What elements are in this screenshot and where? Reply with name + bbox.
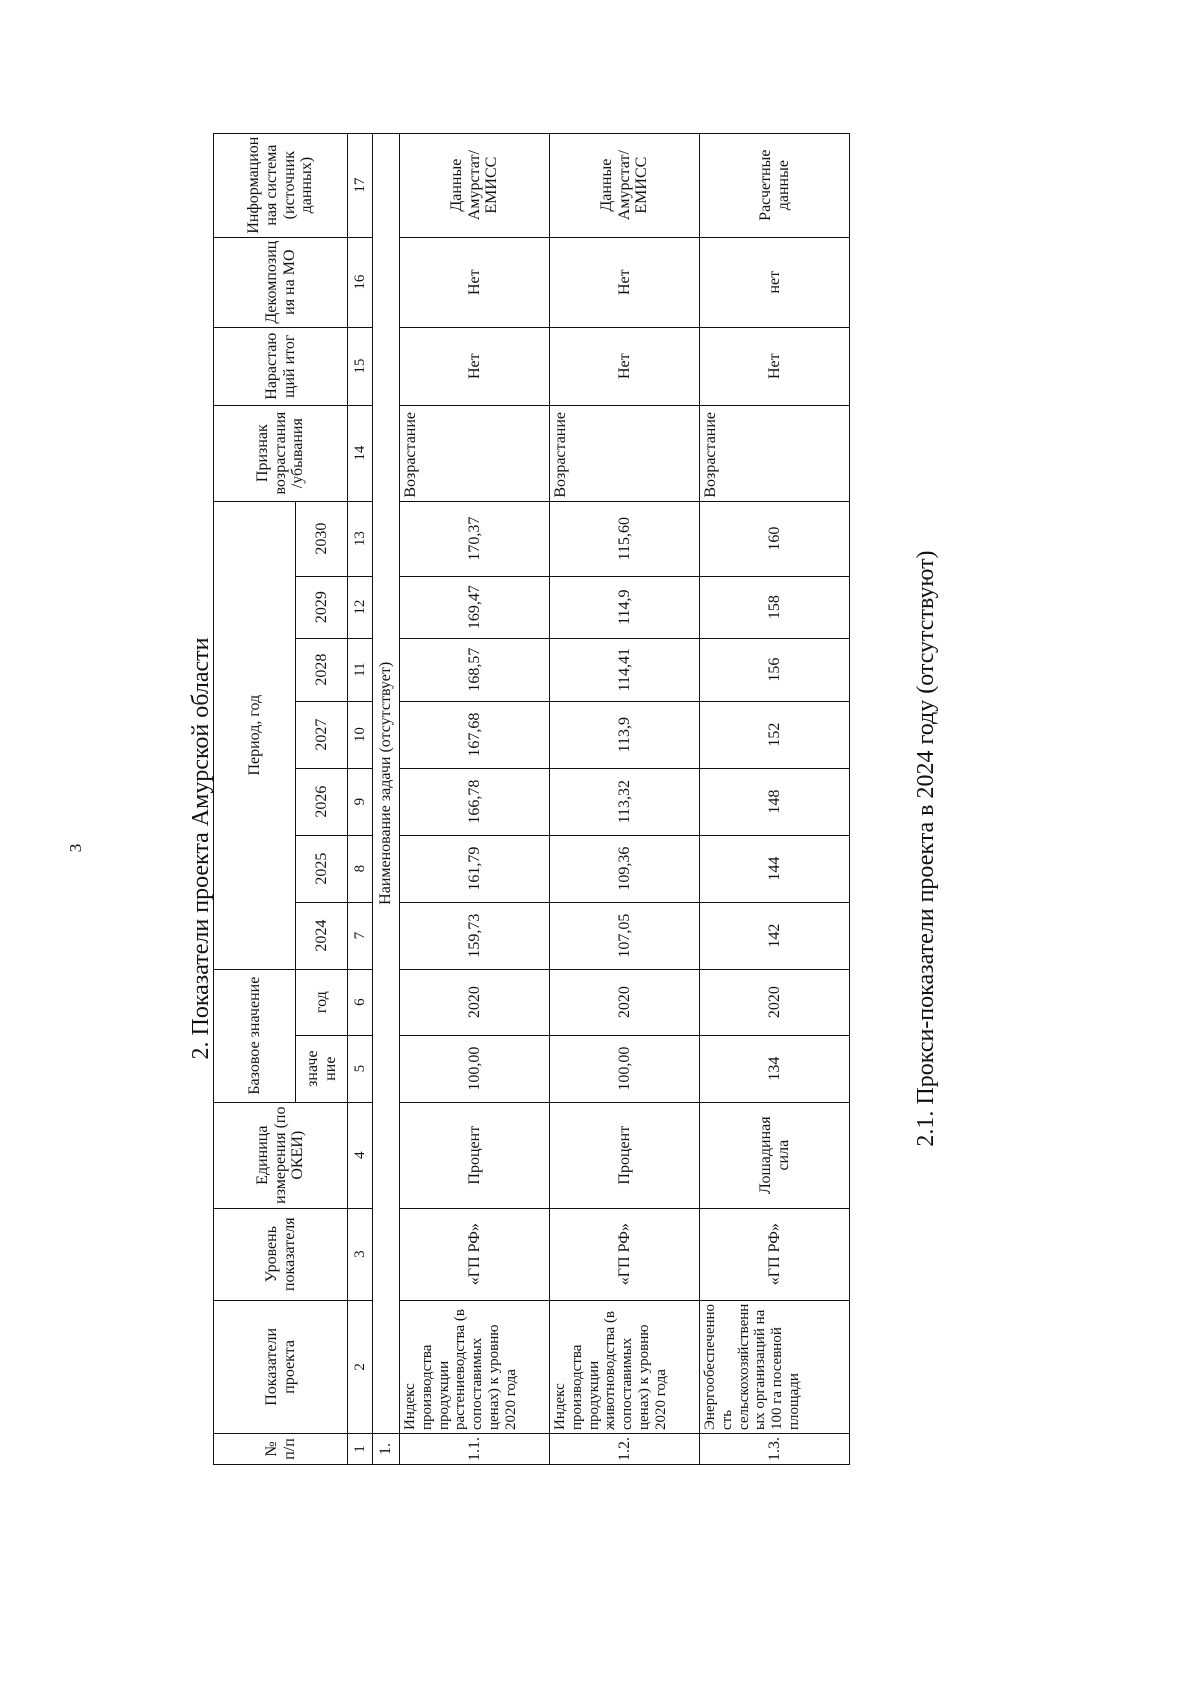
- row-name: Индекс производства продукции растениеводства (в сопоставимых ценах) к уровню 2020 года: [400, 1300, 550, 1433]
- row-value: 158: [700, 576, 850, 638]
- header-num: № п/п: [214, 1434, 348, 1465]
- row-value: 114,41: [550, 638, 700, 701]
- row-num: 1.3.: [700, 1434, 850, 1465]
- header-base: Базовое значение: [214, 969, 296, 1102]
- section-row: [373, 133, 400, 1464]
- row-info-system: Расчетные данные: [700, 133, 850, 237]
- row-value: 160: [700, 501, 850, 576]
- header-year: 2027: [296, 701, 348, 768]
- table-row: [550, 133, 700, 1464]
- row-cumulative: Нет: [700, 327, 850, 405]
- row-value: 148: [700, 768, 850, 835]
- subsection-title: 2.1. Прокси-показатели проекта в 2024 году (отсутствуют): [913, 550, 939, 1147]
- row-unit: Процент: [400, 1102, 550, 1208]
- table-row: [700, 133, 850, 1464]
- row-value: 159,73: [400, 902, 550, 969]
- page-number: 3: [66, 843, 85, 853]
- row-level: «ГП РФ»: [550, 1208, 700, 1300]
- row-base-value: 100,00: [550, 1035, 700, 1102]
- header-year: 2029: [296, 576, 348, 638]
- row-value: 113,9: [550, 701, 700, 768]
- column-number: 3: [348, 1208, 373, 1300]
- row-value: 170,37: [400, 501, 550, 576]
- row-value: 167,68: [400, 701, 550, 768]
- row-base-year: 2020: [400, 969, 550, 1035]
- row-sign: Возрастание: [400, 405, 550, 501]
- section-title: 2. Показатели проекта Амурской области: [188, 637, 214, 1060]
- row-level: «ГП РФ»: [700, 1208, 850, 1300]
- header-year: 2024: [296, 902, 348, 969]
- section-num: 1.: [373, 1434, 400, 1465]
- header-year: 2028: [296, 638, 348, 701]
- row-base-value: 100,00: [400, 1035, 550, 1102]
- row-value: 113,32: [550, 768, 700, 835]
- column-number: 9: [348, 768, 373, 835]
- row-value: 114,9: [550, 576, 700, 638]
- column-number: 16: [348, 237, 373, 327]
- header-info-system: Информацион ная система (источник данных): [214, 133, 348, 237]
- header-unit: Единица измерения (по ОКЕИ): [214, 1102, 348, 1208]
- header-level: Уровень показателя: [214, 1208, 348, 1300]
- column-number: 11: [348, 638, 373, 701]
- row-name: Индекс производства продукции животноводства (в сопоставимых ценах) к уровню 2020 года: [550, 1300, 700, 1433]
- row-base-year: 2020: [700, 969, 850, 1035]
- header-base-year: год: [296, 969, 348, 1035]
- column-number: 4: [348, 1102, 373, 1208]
- row-value: 156: [700, 638, 850, 701]
- row-value: 115,60: [550, 501, 700, 576]
- row-unit: Лошадиная сила: [700, 1102, 850, 1208]
- column-number: 14: [348, 405, 373, 501]
- row-value: 142: [700, 902, 850, 969]
- header-year: 2026: [296, 768, 348, 835]
- column-number: 12: [348, 576, 373, 638]
- row-value: 166,78: [400, 768, 550, 835]
- row-decomposition: Нет: [400, 237, 550, 327]
- row-value: 169,47: [400, 576, 550, 638]
- row-sign: Возрастание: [700, 405, 850, 501]
- row-value: 161,79: [400, 835, 550, 902]
- column-number: 10: [348, 701, 373, 768]
- row-base-year: 2020: [550, 969, 700, 1035]
- row-value: 152: [700, 701, 850, 768]
- row-base-value: 134: [700, 1035, 850, 1102]
- row-value: 144: [700, 835, 850, 902]
- row-name: Энергообеспеченно сть сельскохозяйственн ых организаций на 100 га посевной площади: [700, 1300, 850, 1433]
- header-cumulative: Нарастаю щий итог: [214, 327, 348, 405]
- column-number-row: [348, 133, 373, 1464]
- header-decomposition: Декомпозиц ия на МО: [214, 237, 348, 327]
- row-value: 168,57: [400, 638, 550, 701]
- row-num: 1.2.: [550, 1434, 700, 1465]
- row-num: 1.1.: [400, 1434, 550, 1465]
- header-sign: Признак возрастания /убывания: [214, 405, 348, 501]
- column-number: 1: [348, 1434, 373, 1465]
- row-cumulative: Нет: [400, 327, 550, 405]
- row-decomposition: Нет: [550, 237, 700, 327]
- header-year: 2030: [296, 501, 348, 576]
- column-number: 5: [348, 1035, 373, 1102]
- row-unit: Процент: [550, 1102, 700, 1208]
- row-cumulative: Нет: [550, 327, 700, 405]
- header-period: Период, год: [214, 501, 296, 969]
- column-number: 8: [348, 835, 373, 902]
- row-decomposition: нет: [700, 237, 850, 327]
- row-info-system: Данные Амурстат/ ЕМИСС: [400, 133, 550, 237]
- row-value: 109,36: [550, 835, 700, 902]
- row-sign: Возрастание: [550, 405, 700, 501]
- header-name: Показатели проекта: [214, 1300, 348, 1433]
- column-number: 17: [348, 133, 373, 237]
- table-row: [400, 133, 550, 1464]
- column-number: 15: [348, 327, 373, 405]
- column-number: 13: [348, 501, 373, 576]
- header-year: 2025: [296, 835, 348, 902]
- column-number: 7: [348, 902, 373, 969]
- row-info-system: Данные Амурстат/ ЕМИСС: [550, 133, 700, 237]
- indicators-table: [213, 133, 850, 1465]
- row-value: 107,05: [550, 902, 700, 969]
- column-number: 2: [348, 1300, 373, 1433]
- section-label: Наименование задачи (отсутствует): [373, 133, 400, 1433]
- header-base-value: значе ние: [296, 1035, 348, 1102]
- row-level: «ГП РФ»: [400, 1208, 550, 1300]
- column-number: 6: [348, 969, 373, 1035]
